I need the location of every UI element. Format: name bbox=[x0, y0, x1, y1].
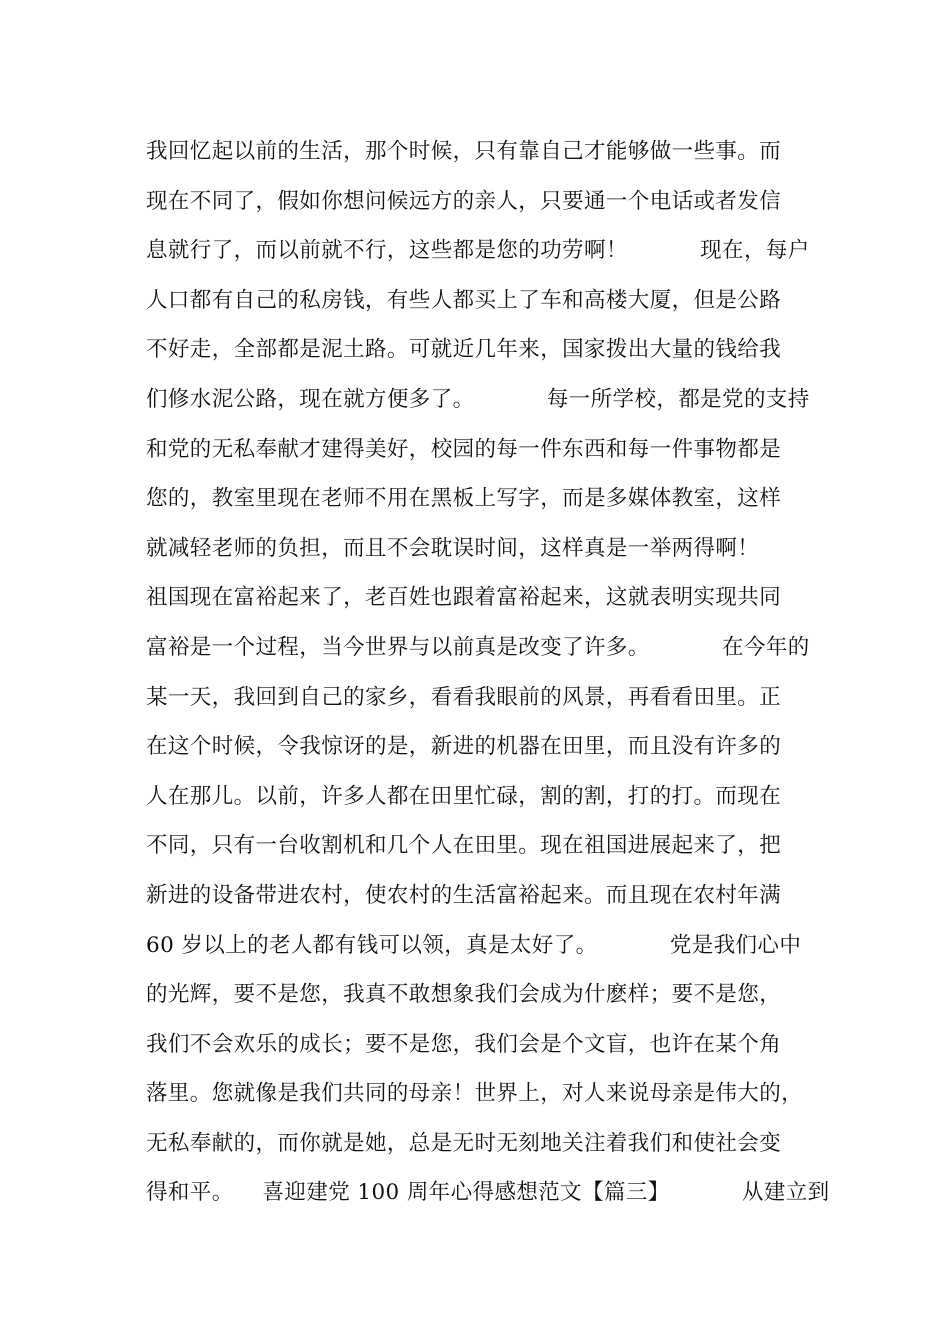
text-line: 某一天，我回到自己的家乡，看看我眼前的风景，再看看田里。正 bbox=[146, 684, 782, 710]
text-line: 不同，只有一台收割机和几个人在田里。现在祖国进展起来了，把 bbox=[146, 833, 782, 859]
text-line: 无私奉献的，而你就是她，总是无时无刻地关注着我们和使社会变 bbox=[146, 1130, 782, 1156]
text-line: 人口都有自己的私房钱，有些人都买上了车和高楼大厦，但是公路 bbox=[146, 287, 782, 313]
text-line: 人在那儿。以前，许多人都在田里忙碌，割的割，打的打。而现在 bbox=[146, 783, 782, 809]
text-line: 的光辉，要不是您，我真不敢想象我们会成为什麽样；要不是您， bbox=[146, 982, 782, 1008]
text-line: 落里。您就像是我们共同的母亲！世界上，对人来说母亲是伟大的， bbox=[146, 1081, 804, 1107]
text-line: 得和平。 喜迎建党 100 周年心得感想范文【篇三】 从建立到 bbox=[146, 1180, 830, 1206]
text-line: 富裕是一个过程，当今世界与以前真是改变了许多。 在今年的 bbox=[146, 634, 810, 660]
body-text bbox=[146, 127, 830, 1218]
text-line: 您的，教室里现在老师不用在黑板上写字，而是多媒体教室，这样 bbox=[146, 486, 782, 512]
text-line: 息就行了，而以前就不行，这些都是您的功劳啊！ 现在，每户 bbox=[146, 238, 810, 264]
text-line: 就减轻老师的负担，而且不会耽误时间，这样真是一举两得啊！ bbox=[146, 535, 760, 561]
text-line: 现在不同了，假如你想问候远方的亲人，只要通一个电话或者发信 bbox=[146, 188, 782, 214]
text-line: 我们不会欢乐的成长；要不是您，我们会是个文盲，也许在某个角 bbox=[146, 1031, 782, 1057]
text-line: 我回忆起以前的生活，那个时候，只有靠自己才能够做一些事。而 bbox=[146, 139, 782, 164]
text-line: 不好走，全部都是泥土路。可就近几年来，国家拨出大量的钱给我 bbox=[146, 337, 782, 363]
text-line: 祖国现在富裕起来了，老百姓也跟着富裕起来，这就表明实现共同 bbox=[146, 585, 782, 611]
text-line: 们修水泥公路，现在就方便多了。 每一所学校，都是党的支持 bbox=[146, 386, 810, 412]
text-line: 新进的设备带进农村，使农村的生活富裕起来。而且现在农村年满 bbox=[146, 882, 782, 908]
text-line: 和党的无私奉献才建得美好，校园的每一件东西和每一件事物都是 bbox=[146, 436, 782, 462]
text-line: 在这个时候，令我惊讶的是，新进的机器在田里，而且没有许多的 bbox=[146, 734, 782, 760]
text-line: 60 岁以上的老人都有钱可以领，真是太好了。 党是我们心中 bbox=[146, 932, 802, 958]
